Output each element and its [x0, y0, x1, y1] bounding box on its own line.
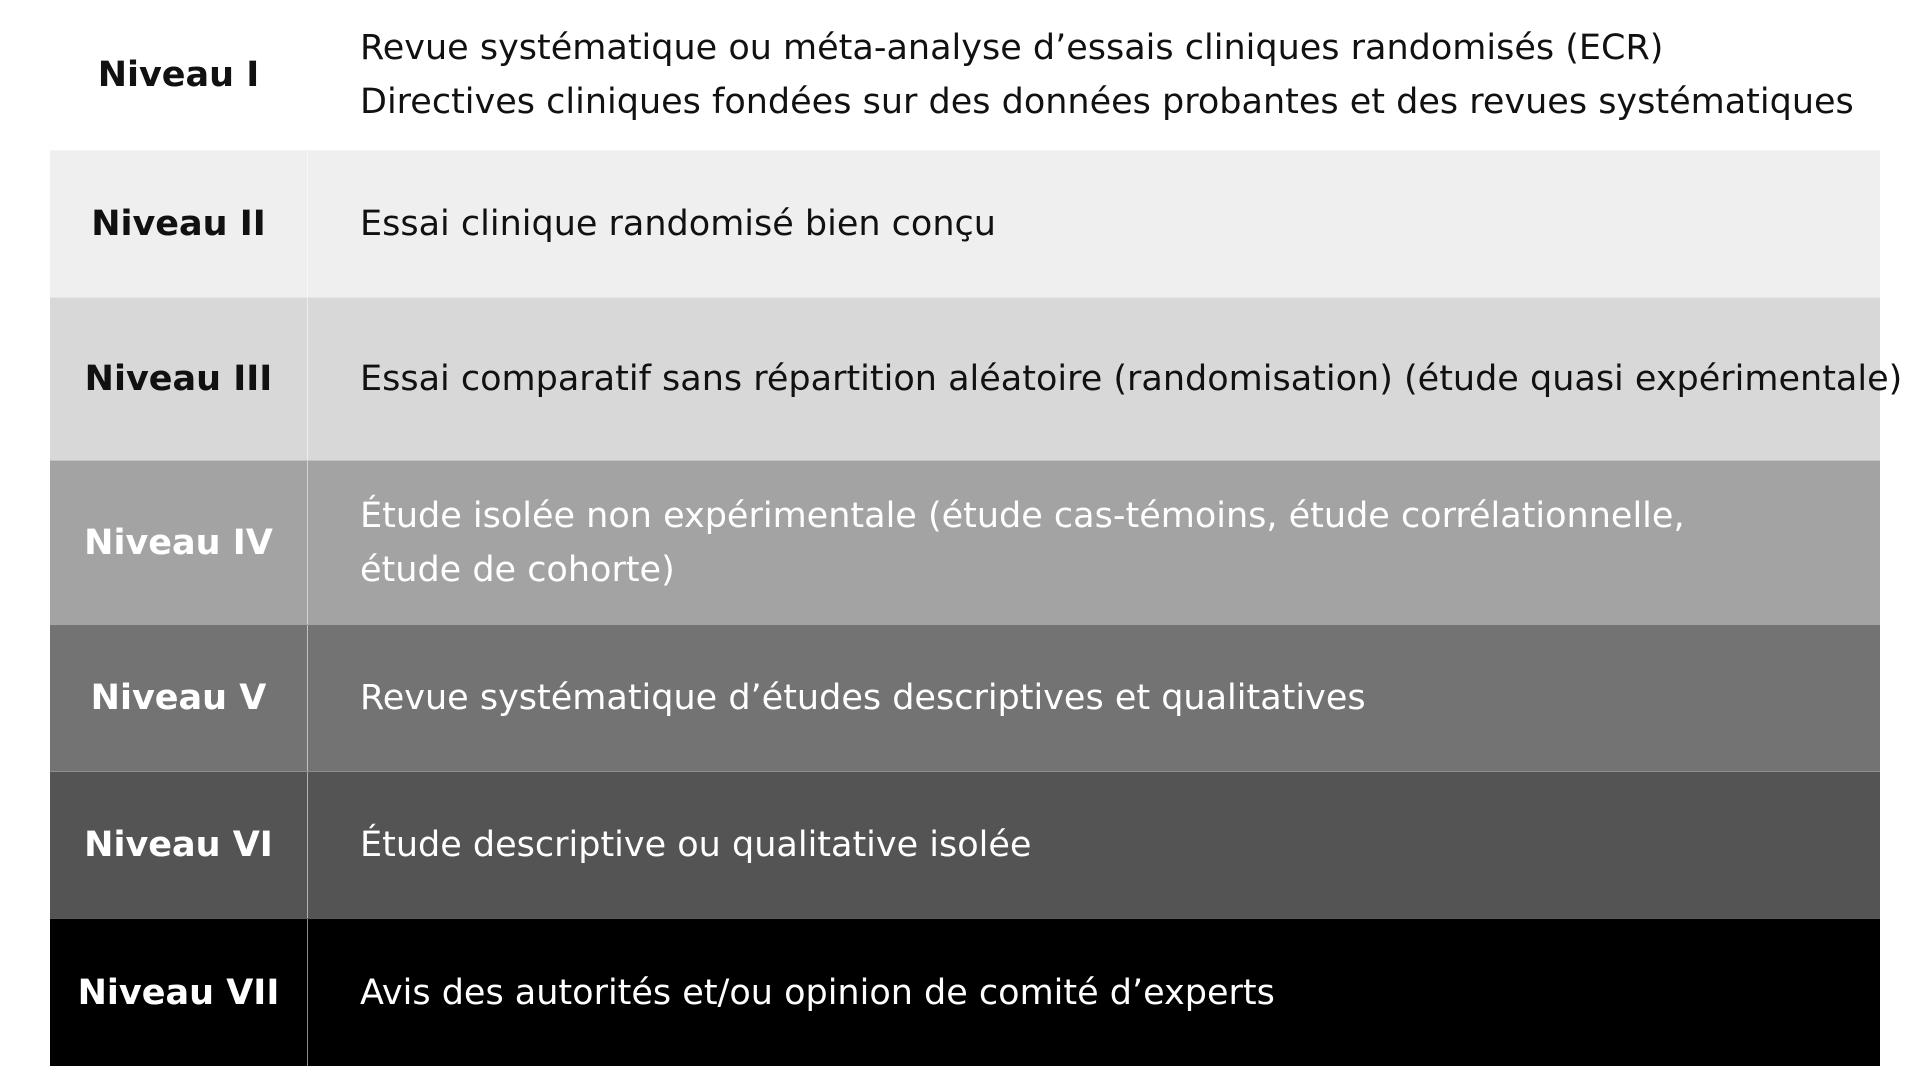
level-description [308, 625, 1880, 771]
level-description [308, 151, 1880, 297]
table-row [50, 0, 1880, 150]
description-line: Étude isolée non expérimentale (étude cas-témoins, étude corrélationnelle, [360, 495, 1685, 536]
description-line: Essai comparatif sans répartition aléatoire (randomisation) (étude quasi expérimentale) [360, 359, 1903, 399]
table-row [50, 150, 1880, 297]
level-description [308, 461, 1880, 624]
table-row [50, 624, 1880, 771]
description-line: Essai clinique randomisé bien conçu [360, 204, 996, 244]
level-label: Niveau I [97, 55, 260, 95]
description-line: Revue systématique d’études descriptives et qualitatives [360, 678, 1366, 718]
table-row [50, 297, 1903, 460]
level-label: Niveau VII [50, 919, 308, 1066]
evidence-levels-table [50, 0, 1903, 1066]
level-description [308, 298, 1902, 460]
level-label: Niveau III [50, 298, 308, 460]
description-line: Étude descriptive ou qualitative isolée [360, 825, 1032, 865]
level-label: Niveau VI [50, 772, 308, 918]
level-label: Niveau V [50, 625, 308, 771]
description-line: Avis des autorités et/ou opinion de comité d’experts [360, 972, 1275, 1013]
level-description [308, 0, 1880, 150]
level-label: Niveau IV [50, 461, 308, 624]
table-row [50, 771, 1880, 918]
table-row [50, 460, 1880, 624]
table-row [50, 918, 1880, 1066]
description-line: Revue systématique ou méta-analyse d’essais cliniques randomisés (ECR) [360, 28, 1664, 68]
level-description [308, 772, 1880, 918]
description-line: étude de cohorte) [360, 549, 675, 590]
level-description [308, 919, 1880, 1066]
description-line: Directives cliniques fondées sur des données probantes et des revues systématiques [360, 82, 1854, 122]
level-label: Niveau II [50, 151, 308, 297]
